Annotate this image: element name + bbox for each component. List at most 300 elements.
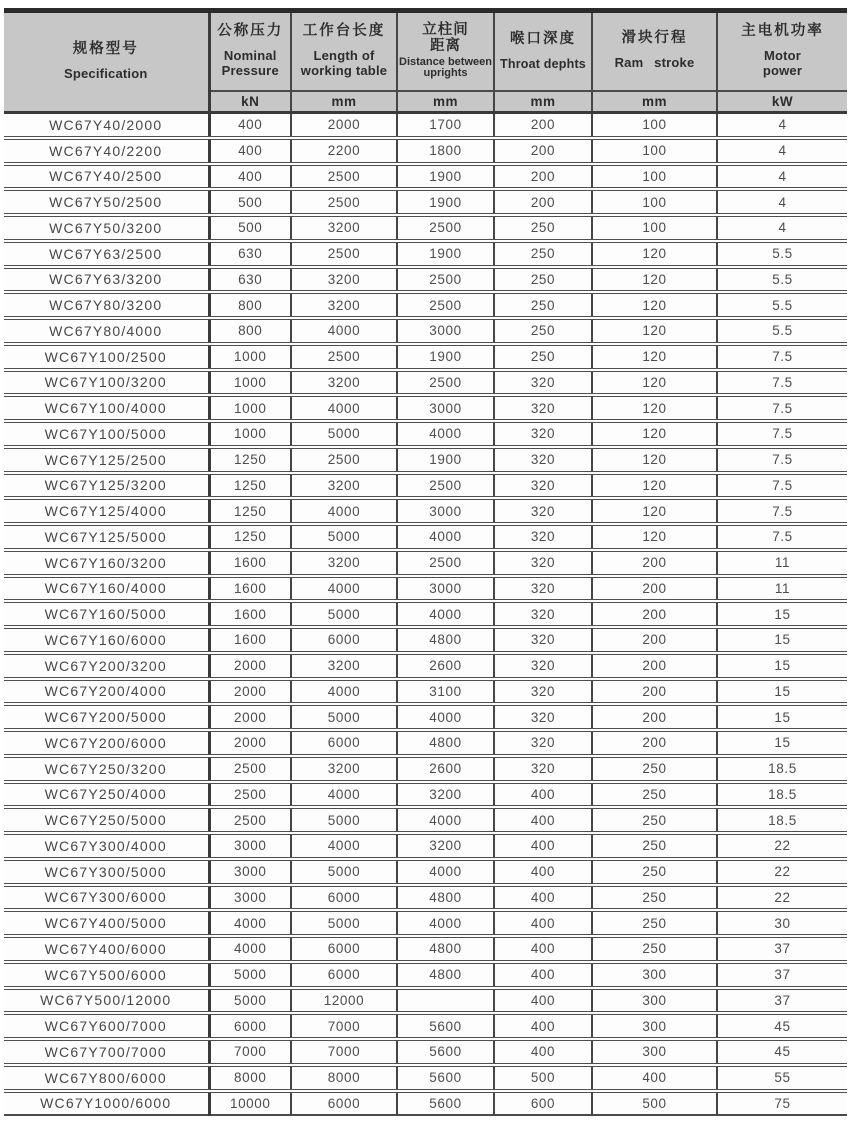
model-cell: WC67Y125/2500 [4,447,209,473]
value-cell: 7000 [291,1039,397,1065]
value-cell: 3000 [397,576,494,602]
value-cell: 6000 [291,1091,397,1116]
column-header-en: Ram stroke [614,55,695,71]
model-cell: WC67Y500/6000 [4,962,209,988]
value-cell: 250 [494,267,592,293]
value-cell: 2000 [209,730,291,756]
value-cell: 15 [717,627,847,653]
spec-row [4,267,847,293]
value-cell: 2500 [209,807,291,833]
value-cell: 120 [592,241,717,267]
value-cell: 4 [717,113,847,138]
value-cell: 2500 [291,447,397,473]
value-cell: 320 [494,704,592,730]
value-cell: 200 [592,550,717,576]
model-cell: WC67Y160/5000 [4,601,209,627]
value-cell: 250 [592,756,717,782]
spec-row [4,756,847,782]
spec-row [4,730,847,756]
value-cell: 15 [717,679,847,705]
value-cell: 300 [592,1013,717,1039]
spec-row [4,988,847,1014]
value-cell: 3100 [397,679,494,705]
spec-row [4,1065,847,1091]
value-cell: 250 [592,833,717,859]
spec-row [4,344,847,370]
value-cell: 1600 [209,576,291,602]
column-header-zh: 喉口深度 [510,30,576,47]
value-cell: 630 [209,267,291,293]
value-cell: 200 [592,627,717,653]
spec-row [4,833,847,859]
value-cell: 1900 [397,241,494,267]
value-cell: 320 [494,653,592,679]
model-cell: WC67Y100/4000 [4,395,209,421]
value-cell: 3000 [397,395,494,421]
value-cell: 400 [209,113,291,138]
spec-row [4,885,847,911]
spec-row [4,910,847,936]
value-cell: 7.5 [717,395,847,421]
value-cell: 5000 [291,421,397,447]
column-header-table-length [291,11,397,91]
value-cell: 7000 [209,1039,291,1065]
value-cell: 18.5 [717,782,847,808]
value-cell: 5000 [291,524,397,550]
value-cell: 2500 [397,370,494,396]
model-cell: WC67Y80/4000 [4,318,209,344]
spec-row [4,679,847,705]
value-cell: 1250 [209,524,291,550]
value-cell: 5600 [397,1065,494,1091]
spec-row [4,962,847,988]
value-cell: 8000 [209,1065,291,1091]
value-cell: 4000 [397,859,494,885]
unit-kw: kW [717,91,847,113]
value-cell: 3200 [291,550,397,576]
spec-row [4,704,847,730]
column-header-zh: 立柱间距离 [422,22,469,55]
value-cell: 5600 [397,1013,494,1039]
value-cell: 37 [717,936,847,962]
value-cell: 11 [717,550,847,576]
model-cell: WC67Y50/3200 [4,215,209,241]
value-cell: 1000 [209,370,291,396]
column-header-uprights-distance [397,11,494,91]
value-cell: 250 [592,885,717,911]
value-cell: 320 [494,576,592,602]
value-cell: 200 [592,601,717,627]
value-cell: 120 [592,447,717,473]
value-cell: 120 [592,395,717,421]
column-header-zh: 工作台长度 [302,22,386,39]
column-header-en: Length of working table [300,47,388,78]
value-cell: 2500 [209,782,291,808]
value-cell: 120 [592,318,717,344]
value-cell: 120 [592,267,717,293]
column-header-zh: 公称压力 [217,22,284,39]
value-cell: 250 [494,318,592,344]
value-cell: 1900 [397,189,494,215]
value-cell: 320 [494,498,592,524]
value-cell: 5.5 [717,241,847,267]
value-cell: 200 [494,164,592,190]
value-cell: 500 [592,1091,717,1116]
value-cell: 1800 [397,138,494,164]
value-cell: 4800 [397,730,494,756]
value-cell: 320 [494,679,592,705]
value-cell: 120 [592,473,717,499]
value-cell: 200 [494,138,592,164]
value-cell: 2500 [397,292,494,318]
value-cell: 2500 [291,189,397,215]
value-cell: 5000 [291,807,397,833]
value-cell: 1600 [209,627,291,653]
value-cell: 37 [717,988,847,1014]
value-cell: 3000 [209,885,291,911]
value-cell: 250 [494,241,592,267]
value-cell: 7.5 [717,344,847,370]
value-cell: 4 [717,189,847,215]
value-cell: 4800 [397,627,494,653]
value-cell: 400 [494,885,592,911]
value-cell: 3000 [397,498,494,524]
value-cell: 400 [494,988,592,1014]
value-cell: 3200 [291,267,397,293]
value-cell: 2500 [397,473,494,499]
value-cell: 400 [209,138,291,164]
value-cell: 320 [494,447,592,473]
model-cell: WC67Y1000/6000 [4,1091,209,1116]
model-cell: WC67Y300/6000 [4,885,209,911]
value-cell: 250 [494,215,592,241]
model-cell: WC67Y40/2200 [4,138,209,164]
value-cell: 400 [494,910,592,936]
value-cell: 5000 [291,704,397,730]
value-cell: 2000 [209,679,291,705]
value-cell: 6000 [291,962,397,988]
value-cell: 2500 [397,215,494,241]
value-cell [397,988,494,1014]
model-cell: WC67Y125/5000 [4,524,209,550]
value-cell: 4 [717,138,847,164]
model-cell: WC67Y160/3200 [4,550,209,576]
model-cell: WC67Y300/5000 [4,859,209,885]
value-cell: 400 [209,164,291,190]
model-cell: WC67Y80/3200 [4,292,209,318]
spec-row [4,292,847,318]
value-cell: 2000 [291,113,397,138]
value-cell: 18.5 [717,756,847,782]
value-cell: 400 [494,962,592,988]
value-cell: 3200 [291,370,397,396]
spec-row [4,241,847,267]
value-cell: 250 [592,910,717,936]
value-cell: 3200 [291,653,397,679]
model-cell: WC67Y400/6000 [4,936,209,962]
value-cell: 250 [592,807,717,833]
value-cell: 2600 [397,653,494,679]
value-cell: 2500 [397,267,494,293]
spec-row [4,859,847,885]
value-cell: 5.5 [717,318,847,344]
value-cell: 37 [717,962,847,988]
value-cell: 15 [717,730,847,756]
value-cell: 15 [717,601,847,627]
value-cell: 6000 [291,627,397,653]
value-cell: 5000 [209,988,291,1014]
column-header-en: Motor power [762,47,803,78]
column-header-specification [4,11,209,113]
spec-row [4,807,847,833]
spec-row [4,421,847,447]
value-cell: 5600 [397,1039,494,1065]
value-cell: 3200 [397,833,494,859]
model-cell: WC67Y200/5000 [4,704,209,730]
value-cell: 6000 [291,730,397,756]
value-cell: 1250 [209,498,291,524]
model-cell: WC67Y700/7000 [4,1039,209,1065]
value-cell: 100 [592,189,717,215]
value-cell: 4800 [397,936,494,962]
value-cell: 11 [717,576,847,602]
value-cell: 300 [592,1039,717,1065]
model-cell: WC67Y250/5000 [4,807,209,833]
value-cell: 400 [494,859,592,885]
model-cell: WC67Y50/2500 [4,189,209,215]
value-cell: 400 [494,807,592,833]
model-cell: WC67Y600/7000 [4,1013,209,1039]
value-cell: 1250 [209,447,291,473]
spec-row [4,318,847,344]
unit-mm: mm [397,91,494,113]
value-cell: 4000 [291,395,397,421]
value-cell: 400 [494,1039,592,1065]
value-cell: 1600 [209,601,291,627]
value-cell: 4000 [291,679,397,705]
value-cell: 5000 [291,601,397,627]
value-cell: 4000 [397,601,494,627]
spec-row [4,601,847,627]
value-cell: 120 [592,498,717,524]
value-cell: 320 [494,370,592,396]
value-cell: 5000 [209,962,291,988]
value-cell: 4000 [291,833,397,859]
value-cell: 320 [494,756,592,782]
value-cell: 7.5 [717,498,847,524]
value-cell: 600 [494,1091,592,1116]
value-cell: 100 [592,113,717,138]
value-cell: 7.5 [717,370,847,396]
value-cell: 400 [494,782,592,808]
model-cell: WC67Y250/3200 [4,756,209,782]
value-cell: 4000 [291,318,397,344]
value-cell: 400 [494,1013,592,1039]
value-cell: 12000 [291,988,397,1014]
value-cell: 30 [717,910,847,936]
spec-row [4,189,847,215]
value-cell: 4 [717,215,847,241]
value-cell: 250 [592,782,717,808]
value-cell: 4000 [209,936,291,962]
model-cell: WC67Y200/3200 [4,653,209,679]
value-cell: 4000 [291,782,397,808]
value-cell: 320 [494,627,592,653]
spec-row [4,550,847,576]
value-cell: 120 [592,370,717,396]
value-cell: 1900 [397,164,494,190]
value-cell: 1000 [209,421,291,447]
value-cell: 320 [494,421,592,447]
model-cell: WC67Y63/3200 [4,267,209,293]
value-cell: 8000 [291,1065,397,1091]
value-cell: 4000 [291,576,397,602]
value-cell: 22 [717,833,847,859]
spec-row [4,138,847,164]
spec-row [4,1091,847,1116]
value-cell: 7000 [291,1013,397,1039]
value-cell: 22 [717,885,847,911]
value-cell: 120 [592,524,717,550]
value-cell: 3200 [397,782,494,808]
value-cell: 4000 [397,704,494,730]
value-cell: 320 [494,550,592,576]
value-cell: 500 [494,1065,592,1091]
column-header-en: Throat dephts [500,56,586,71]
value-cell: 200 [592,576,717,602]
header-row [4,11,847,91]
value-cell: 2500 [209,756,291,782]
value-cell: 1700 [397,113,494,138]
value-cell: 15 [717,704,847,730]
value-cell: 100 [592,138,717,164]
value-cell: 3200 [291,215,397,241]
column-header-motor-power [717,11,847,91]
column-header-en: Distance between uprights [399,56,492,80]
value-cell: 7.5 [717,447,847,473]
value-cell: 10000 [209,1091,291,1116]
value-cell: 300 [592,988,717,1014]
spec-row [4,1013,847,1039]
model-cell: WC67Y125/3200 [4,473,209,499]
value-cell: 500 [209,189,291,215]
value-cell: 500 [209,215,291,241]
value-cell: 4800 [397,885,494,911]
value-cell: 2600 [397,756,494,782]
spec-row [4,215,847,241]
unit-mm: mm [291,91,397,113]
value-cell: 320 [494,473,592,499]
spec-row [4,498,847,524]
value-cell: 5000 [291,910,397,936]
value-cell: 6000 [291,936,397,962]
value-cell: 3200 [291,756,397,782]
spec-row [4,164,847,190]
value-cell: 6000 [291,885,397,911]
value-cell: 200 [592,653,717,679]
value-cell: 18.5 [717,807,847,833]
unit-mm: mm [494,91,592,113]
model-cell: WC67Y200/4000 [4,679,209,705]
value-cell: 4800 [397,962,494,988]
value-cell: 4000 [397,910,494,936]
spec-row [4,524,847,550]
value-cell: 100 [592,215,717,241]
model-cell: WC67Y200/6000 [4,730,209,756]
value-cell: 6000 [209,1013,291,1039]
value-cell: 5.5 [717,292,847,318]
value-cell: 7.5 [717,524,847,550]
value-cell: 75 [717,1091,847,1116]
model-cell: WC67Y160/6000 [4,627,209,653]
value-cell: 4000 [397,524,494,550]
value-cell: 250 [494,292,592,318]
value-cell: 3000 [397,318,494,344]
model-cell: WC67Y160/4000 [4,576,209,602]
value-cell: 1900 [397,344,494,370]
model-cell: WC67Y100/5000 [4,421,209,447]
column-header-zh: 滑块行程 [621,30,688,47]
spec-row [4,936,847,962]
value-cell: 3200 [291,292,397,318]
value-cell: 1000 [209,395,291,421]
value-cell: 4000 [397,807,494,833]
value-cell: 800 [209,292,291,318]
model-cell: WC67Y63/2500 [4,241,209,267]
value-cell: 400 [592,1065,717,1091]
value-cell: 1250 [209,473,291,499]
spec-row [4,653,847,679]
model-cell: WC67Y100/3200 [4,370,209,396]
column-header-zh: 规格型号 [72,41,139,58]
value-cell: 800 [209,318,291,344]
column-header-ram-stroke [592,11,717,91]
column-header-en: Nominal Pressure [221,47,279,78]
model-cell: WC67Y40/2500 [4,164,209,190]
value-cell: 7.5 [717,473,847,499]
value-cell: 22 [717,859,847,885]
value-cell: 200 [592,679,717,705]
value-cell: 2500 [291,344,397,370]
table-header [4,11,847,113]
spec-row [4,576,847,602]
value-cell: 250 [494,344,592,370]
value-cell: 2500 [397,550,494,576]
table-body [4,113,847,1116]
model-cell: WC67Y800/6000 [4,1065,209,1091]
value-cell: 1000 [209,344,291,370]
unit-mm: mm [592,91,717,113]
value-cell: 1600 [209,550,291,576]
value-cell: 5600 [397,1091,494,1116]
value-cell: 320 [494,730,592,756]
value-cell: 1900 [397,447,494,473]
spec-row [4,1039,847,1065]
spec-row [4,113,847,138]
value-cell: 2500 [291,164,397,190]
value-cell: 250 [592,936,717,962]
value-cell: 320 [494,395,592,421]
value-cell: 3200 [291,473,397,499]
value-cell: 3000 [209,833,291,859]
spec-row [4,627,847,653]
value-cell: 400 [494,936,592,962]
value-cell: 5.5 [717,267,847,293]
value-cell: 630 [209,241,291,267]
unit-kn: kN [209,91,291,113]
value-cell: 7.5 [717,421,847,447]
value-cell: 2000 [209,704,291,730]
